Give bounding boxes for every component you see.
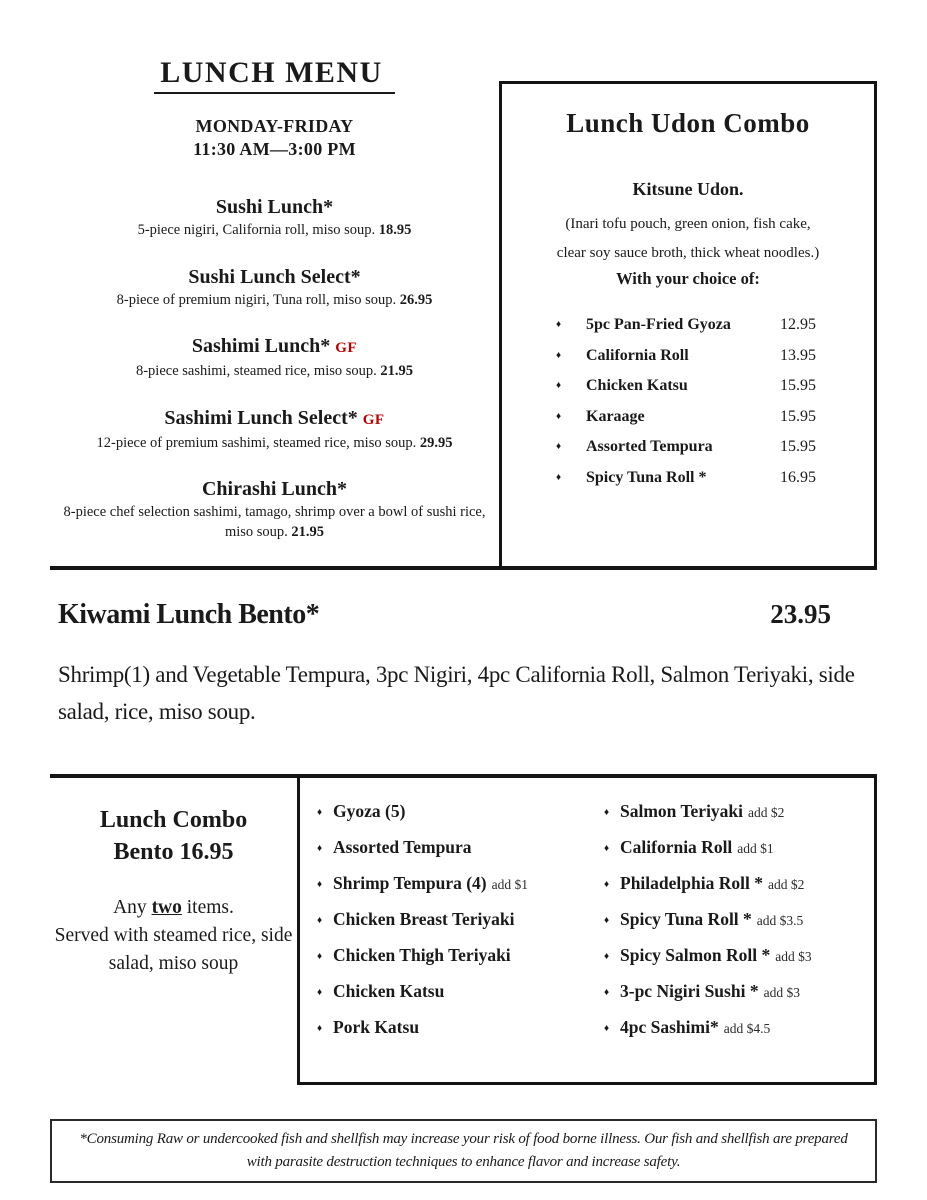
diamond-bullet-icon: ♦ xyxy=(316,951,323,962)
combo-item xyxy=(306,1017,587,1038)
item-description xyxy=(55,291,495,311)
diamond-bullet-icon: ♦ xyxy=(603,879,610,890)
item-name xyxy=(50,195,499,219)
combo-item xyxy=(593,1017,874,1038)
menu-item-sashimi-lunch-select xyxy=(50,406,499,454)
disclaimer-line1: *Consuming Raw or undercooked fish and shellfish may increase your risk of food borne illness. Our fish and shellfish are prepared xyxy=(79,1131,848,1147)
kiwami-bento-price: 23.95 xyxy=(770,599,831,629)
combo-item-add-price: add $1 xyxy=(491,877,529,892)
item-description xyxy=(55,503,495,542)
udon-item-price: 16.95 xyxy=(780,468,816,486)
disclaimer-line2: with parasite destruction techniques to enhance flavor and increase safety. xyxy=(246,1153,681,1170)
udon-item-name: Chicken Katsu xyxy=(586,377,688,394)
combo-item-add-price: add $3 xyxy=(775,949,812,964)
udon-item-name: 5pc Pan-Fried Gyoza xyxy=(586,316,731,333)
combo-title-line2: Bento 16.95 xyxy=(113,839,234,865)
diamond-bullet-icon: ♦ xyxy=(603,951,610,962)
udon-combo-title: Lunch Udon Combo xyxy=(566,108,810,138)
udon-item-price: 15.95 xyxy=(780,377,816,394)
udon-item xyxy=(556,408,816,426)
combo-item xyxy=(593,945,874,966)
item-price: 21.95 xyxy=(291,523,325,540)
udon-item-price: 15.95 xyxy=(780,438,816,455)
diamond-bullet-icon: ♦ xyxy=(603,915,610,926)
page-title: LUNCH MENU xyxy=(154,56,395,94)
combo-item-name: 3-pc Nigiri Sushi * xyxy=(620,981,759,1001)
combo-item xyxy=(593,981,874,1002)
schedule xyxy=(50,115,499,161)
combo-item xyxy=(593,837,874,858)
udon-item-price: 13.95 xyxy=(780,346,816,364)
combo-note-rest: Served with steamed rice, side salad, miso soup xyxy=(54,925,293,974)
menu-item-sushi-lunch xyxy=(50,195,499,241)
item-description xyxy=(55,221,495,241)
item-desc-text: 8-piece chef selection sashimi, tamago, shrimp over a bowl of sushi rice, miso soup. xyxy=(63,504,486,540)
combo-item-name: Chicken Breast Teriyaki xyxy=(333,909,515,929)
gluten-free-badge: GF xyxy=(335,340,358,356)
item-name xyxy=(50,477,499,501)
combo-item-name: Assorted Tempura xyxy=(333,837,472,857)
udon-desc-line2: clear soy sauce broth, thick wheat noodles.) xyxy=(556,245,820,261)
udon-subtitle: Kitsune Udon. xyxy=(632,179,744,199)
udon-desc-line1: (Inari tofu pouch, green onion, fish cake, xyxy=(565,216,811,232)
diamond-bullet-icon: ♦ xyxy=(556,349,562,361)
top-section xyxy=(50,52,877,570)
kiwami-bento-title: Kiwami Lunch Bento* xyxy=(58,599,320,630)
udon-item xyxy=(556,347,816,365)
diamond-bullet-icon: ♦ xyxy=(316,987,323,998)
diamond-bullet-icon: ♦ xyxy=(603,1023,610,1034)
schedule-hours: 11:30 AM—3:00 PM xyxy=(193,139,356,159)
note-post: items. xyxy=(181,897,234,918)
combo-item-name: Chicken Thigh Teriyaki xyxy=(333,945,511,965)
combo-column-2 xyxy=(587,801,874,1064)
item-price: 18.95 xyxy=(378,222,412,238)
udon-item xyxy=(556,377,816,395)
diamond-bullet-icon: ♦ xyxy=(316,807,323,818)
combo-items-box xyxy=(297,778,877,1085)
item-name-text: Sushi Lunch* xyxy=(215,196,334,218)
item-name-text: Chirashi Lunch* xyxy=(201,478,348,500)
kiwami-bento-header xyxy=(50,599,877,631)
combo-note-line1 xyxy=(50,894,297,922)
combo-item xyxy=(306,945,587,966)
combo-item-name: 4pc Sashimi* xyxy=(620,1017,719,1037)
item-name-text: Sashimi Lunch* xyxy=(191,335,331,357)
diamond-bullet-icon: ♦ xyxy=(556,441,562,452)
combo-title-line1: Lunch Combo xyxy=(99,807,248,833)
item-price: 21.95 xyxy=(380,363,414,379)
diamond-bullet-icon: ♦ xyxy=(556,380,562,391)
combo-item-name: Shrimp Tempura (4) xyxy=(333,873,487,893)
combo-item xyxy=(306,981,587,1002)
item-name xyxy=(50,334,499,360)
combo-item xyxy=(306,909,587,930)
combo-item-add-price: add $3 xyxy=(763,985,800,1000)
combo-item-add-price: add $1 xyxy=(737,841,774,856)
item-description xyxy=(55,362,495,382)
item-desc-text: 8-piece sashimi, steamed rice, miso soup. xyxy=(135,363,377,379)
lunch-menu-column xyxy=(50,52,499,566)
item-name-text: Sashimi Lunch Select* xyxy=(164,406,358,429)
combo-bento-note xyxy=(50,894,297,978)
udon-item-price: 15.95 xyxy=(780,407,816,425)
item-desc-text: 5-piece nigiri, California roll, miso soup. xyxy=(137,222,376,238)
udon-item xyxy=(556,469,816,487)
combo-item-add-price: add $2 xyxy=(748,805,785,820)
udon-item xyxy=(556,316,816,334)
combo-bento-title xyxy=(50,804,297,868)
udon-item-list xyxy=(502,316,874,487)
udon-combo-box xyxy=(499,81,877,566)
combo-item xyxy=(306,801,587,822)
combo-item-name: California Roll xyxy=(620,837,733,857)
udon-item-name: Karaage xyxy=(586,407,645,425)
combo-item-name: Salmon Teriyaki xyxy=(620,801,744,821)
combo-column-1 xyxy=(300,801,587,1064)
combo-item-name: Philadelphia Roll * xyxy=(620,873,763,893)
combo-item-name: Chicken Katsu xyxy=(333,981,445,1001)
combo-item xyxy=(593,909,874,930)
gluten-free-badge: GF xyxy=(362,411,385,428)
item-name-text: Sushi Lunch Select* xyxy=(188,265,361,288)
combo-item-name: Spicy Tuna Roll * xyxy=(620,909,752,929)
raw-fish-disclaimer xyxy=(50,1119,877,1183)
diamond-bullet-icon: ♦ xyxy=(556,410,562,422)
lunch-item-list xyxy=(50,195,499,542)
combo-item-name: Spicy Salmon Roll * xyxy=(620,945,771,965)
combo-item-add-price: add $3.5 xyxy=(756,913,804,928)
diamond-bullet-icon: ♦ xyxy=(556,471,562,483)
diamond-bullet-icon: ♦ xyxy=(316,915,323,926)
combo-item xyxy=(306,837,587,858)
combo-item-name: Gyoza (5) xyxy=(333,801,406,821)
menu-item-sushi-lunch-select xyxy=(50,265,499,311)
item-desc-text: 8-piece of premium nigiri, Tuna roll, miso soup. xyxy=(116,291,397,308)
note-two: two xyxy=(151,897,182,918)
diamond-bullet-icon: ♦ xyxy=(556,319,562,330)
menu-item-sashimi-lunch xyxy=(50,334,499,382)
udon-item-price: 12.95 xyxy=(780,316,816,333)
combo-item-add-price: add $2 xyxy=(767,877,805,892)
udon-choice-label: With your choice of: xyxy=(616,269,760,288)
menu-item-chirashi-lunch xyxy=(50,477,499,542)
combo-item xyxy=(593,873,874,894)
combo-item xyxy=(306,873,587,894)
item-name xyxy=(50,265,499,289)
item-name xyxy=(50,406,499,432)
diamond-bullet-icon: ♦ xyxy=(316,879,323,890)
udon-item-name: Assorted Tempura xyxy=(586,438,713,455)
udon-item-name: Spicy Tuna Roll * xyxy=(586,468,707,486)
diamond-bullet-icon: ♦ xyxy=(603,807,610,818)
udon-item-name: California Roll xyxy=(586,346,689,364)
diamond-bullet-icon: ♦ xyxy=(603,843,610,854)
udon-description xyxy=(502,210,874,268)
diamond-bullet-icon: ♦ xyxy=(316,1023,323,1034)
combo-bento-sidebar xyxy=(50,778,297,1085)
diamond-bullet-icon: ♦ xyxy=(603,987,610,998)
diamond-bullet-icon: ♦ xyxy=(316,843,323,854)
schedule-days: MONDAY-FRIDAY xyxy=(195,116,354,136)
item-price: 26.95 xyxy=(399,291,433,308)
item-price: 29.95 xyxy=(419,434,453,451)
udon-item xyxy=(556,438,816,456)
combo-item-add-price: add $4.5 xyxy=(723,1021,771,1036)
item-description xyxy=(55,434,495,454)
combo-item-name: Pork Katsu xyxy=(333,1017,420,1037)
kiwami-bento-description: Shrimp(1) and Vegetable Tempura, 3pc Nigiri, 4pc California Roll, Salmon Teriyaki, side salad, rice, miso soup. xyxy=(58,662,855,724)
lunch-combo-bento-section xyxy=(50,774,877,1085)
item-desc-text: 12-piece of premium sashimi, steamed rice, miso soup. xyxy=(96,434,417,451)
note-pre: Any xyxy=(113,897,152,918)
combo-item xyxy=(593,801,874,822)
